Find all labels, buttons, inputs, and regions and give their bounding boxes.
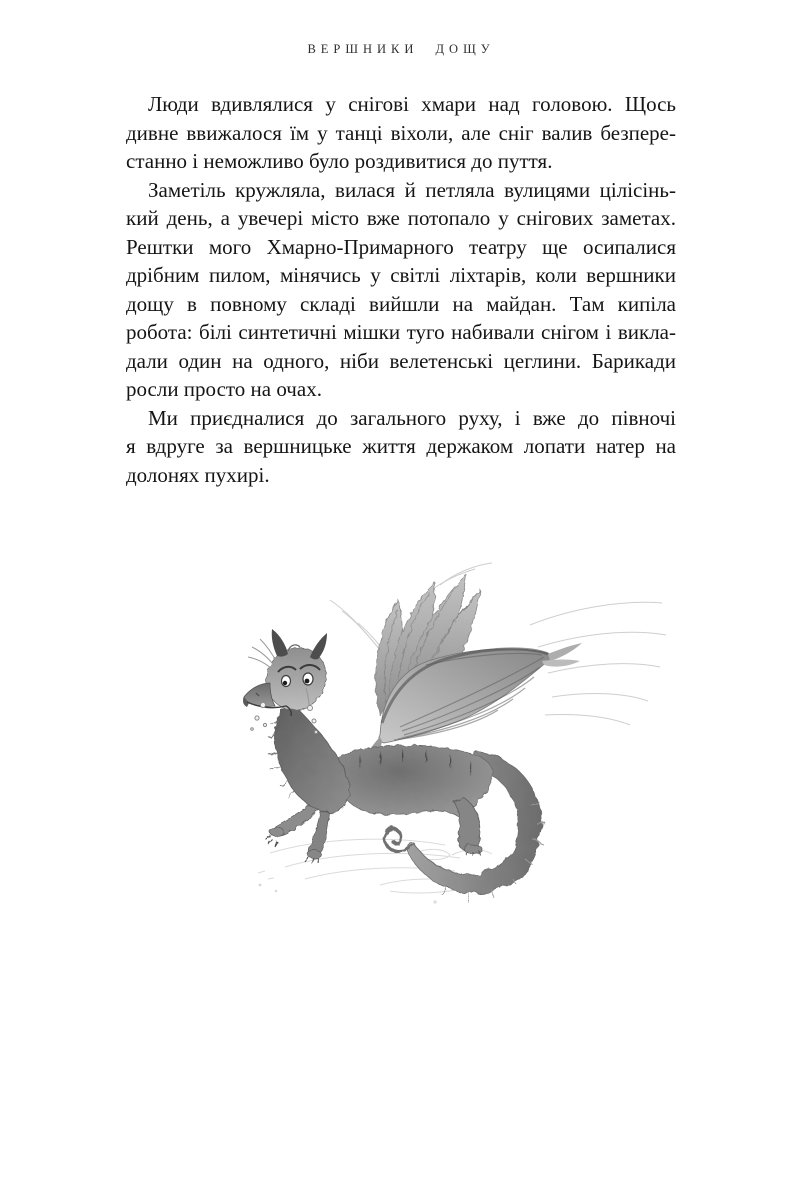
- text-line: дивне ввижалося їм у танці віхоли, але сніг валив безпере-: [126, 120, 676, 145]
- running-header: ВЕРШНИКИ ДОЩУ: [307, 42, 495, 56]
- text-line: дали один на одного, ніби велетенські цеглини. Барикади: [126, 348, 676, 373]
- creature-illustration: [230, 555, 670, 915]
- text-line: Ми приєдналися до загального руху, і вже до півночі: [148, 405, 676, 430]
- text-line: робота: білі синтетичні мішки туго набивали снігом і викла-: [126, 320, 676, 344]
- front-claws: [265, 835, 277, 847]
- front-paw-down: [307, 850, 321, 858]
- head: [243, 629, 327, 716]
- horn-right: [310, 633, 327, 659]
- text-line: я вдруге за вершницьке життя держаком лопати натер на: [126, 434, 676, 458]
- text-line: дощу в повному складі вийшли на майдан. Там кипіла: [126, 291, 676, 316]
- text-line: дрібним пилом, мінячись у світлі ліхтарів, коли вершники: [126, 263, 676, 287]
- text-line: Люди вдивлялися у снігові хмари над головою. Щось: [148, 92, 676, 116]
- text-block: [126, 90, 676, 489]
- text-line: Заметіль кружляла, вилася й петляла вулицями цілісінь-: [148, 177, 676, 202]
- neck-chest: [268, 707, 349, 812]
- text-line: долонях пухирі.: [126, 462, 270, 487]
- text-line: Рештки мого Хмарно-Примарного театру ще осипалися: [126, 234, 676, 259]
- hind-leg: [454, 797, 482, 856]
- text-line: кий день, а увечері місто вже потопало у снігових заметах.: [126, 206, 676, 230]
- horn-left: [272, 629, 288, 657]
- ground-sketch: [258, 839, 492, 903]
- front-paw-forward: [270, 828, 284, 837]
- creature-illustration-svg: [230, 555, 670, 915]
- text-line: станно і неможливо було роздивитися до пуття.: [126, 149, 553, 173]
- text-line: росли просто на очах.: [126, 377, 322, 401]
